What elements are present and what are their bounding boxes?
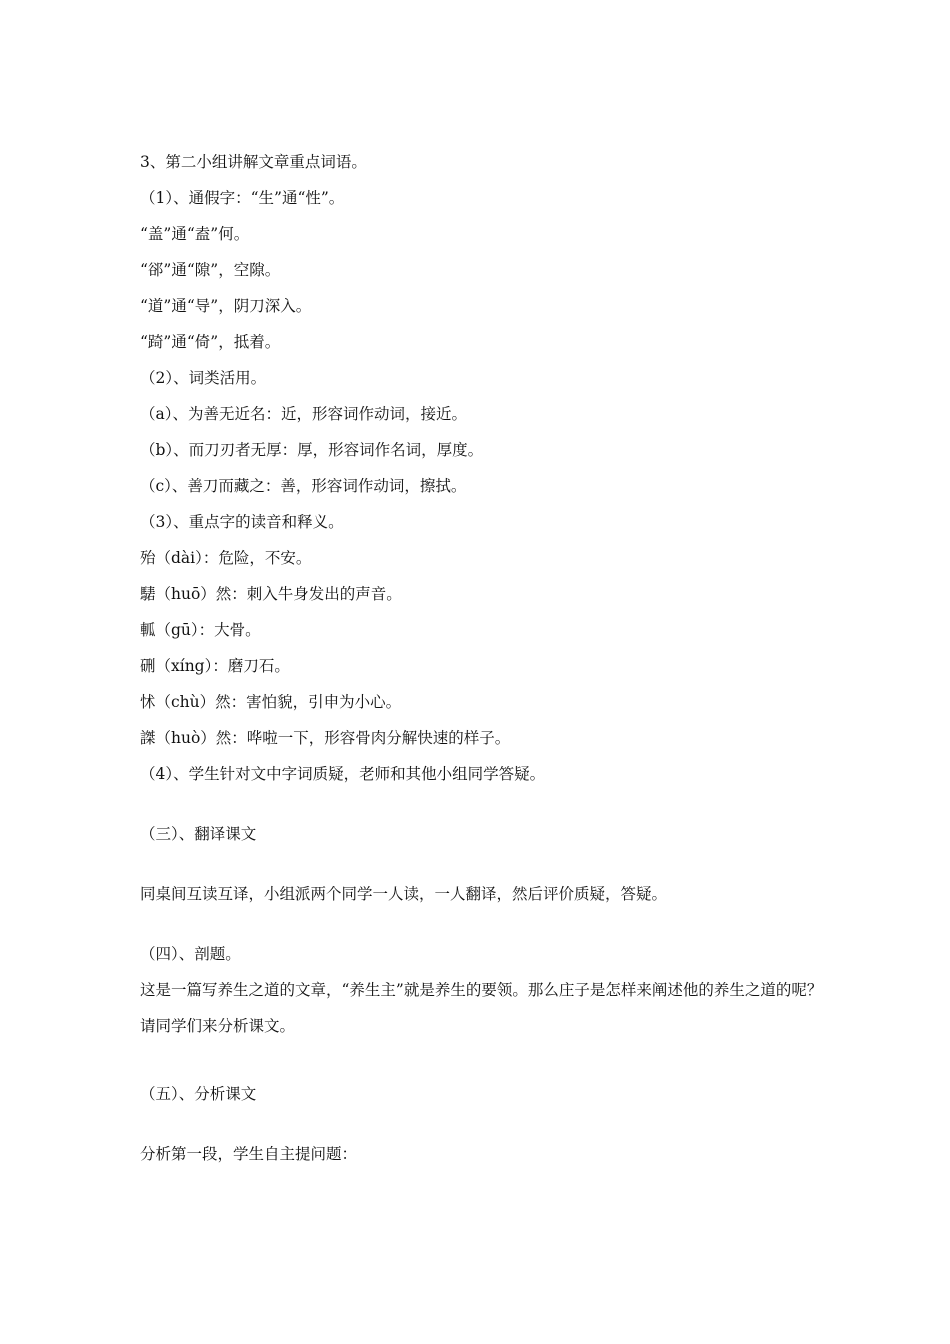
text-line: 分析第一段，学生自主提问题： xyxy=(140,1145,358,1163)
text-line: 謋（huò）然：哗啦一下，形容骨肉分解快速的样子。 xyxy=(140,729,511,747)
text-line: 騞（huō）然：刺入牛身发出的声音。 xyxy=(140,585,402,603)
text-line: （c）、善刀而藏之：善，形容词作动词，擦拭。 xyxy=(140,477,467,495)
text-line: 同桌间互读互译，小组派两个同学一人读，一人翻译，然后评价质疑，答疑。 xyxy=(140,885,668,903)
section-heading: （四）、剖题。 xyxy=(140,945,241,963)
text-line: 殆（dài）：危险，不安。 xyxy=(140,549,312,567)
text-line: （a）、为善无近名：近，形容词作动词，接近。 xyxy=(140,405,467,423)
text-line: “踦”通“倚”，抵着。 xyxy=(140,333,281,351)
text-line: 怵（chù）然：害怕貌，引申为小心。 xyxy=(140,693,402,711)
text-line: “盖”通“盍”何。 xyxy=(140,225,250,243)
text-line: 3、第二小组讲解文章重点词语。 xyxy=(140,153,367,171)
paragraph: 这是一篇写养生之道的文章，“养生主”就是养生的要领。那么庄子是怎样来阐述他的养生之道的呢？请同学们来分析课文。 xyxy=(140,981,823,1035)
text-line: “道”通“导”，阴刀深入。 xyxy=(140,297,312,315)
section-heading: （三）、翻译课文 xyxy=(140,825,257,843)
section-heading: （五）、分析课文 xyxy=(140,1085,257,1103)
text-line: （1）、通假字：“生”通“性”。 xyxy=(140,189,345,207)
text-line: 軱（gū）：大骨。 xyxy=(140,621,261,639)
text-line: 硎（xíng）：磨刀石。 xyxy=(140,657,290,675)
text-line: （4）、学生针对文中字词质疑，老师和其他小组同学答疑。 xyxy=(140,765,546,783)
text-line: （b）、而刀刃者无厚：厚，形容词作名词，厚度。 xyxy=(140,441,484,459)
text-line: （3）、重点字的读音和释义。 xyxy=(140,513,344,531)
text-line: （2）、词类活用。 xyxy=(140,369,267,387)
text-line: “郤”通“隙”，空隙。 xyxy=(140,261,281,279)
